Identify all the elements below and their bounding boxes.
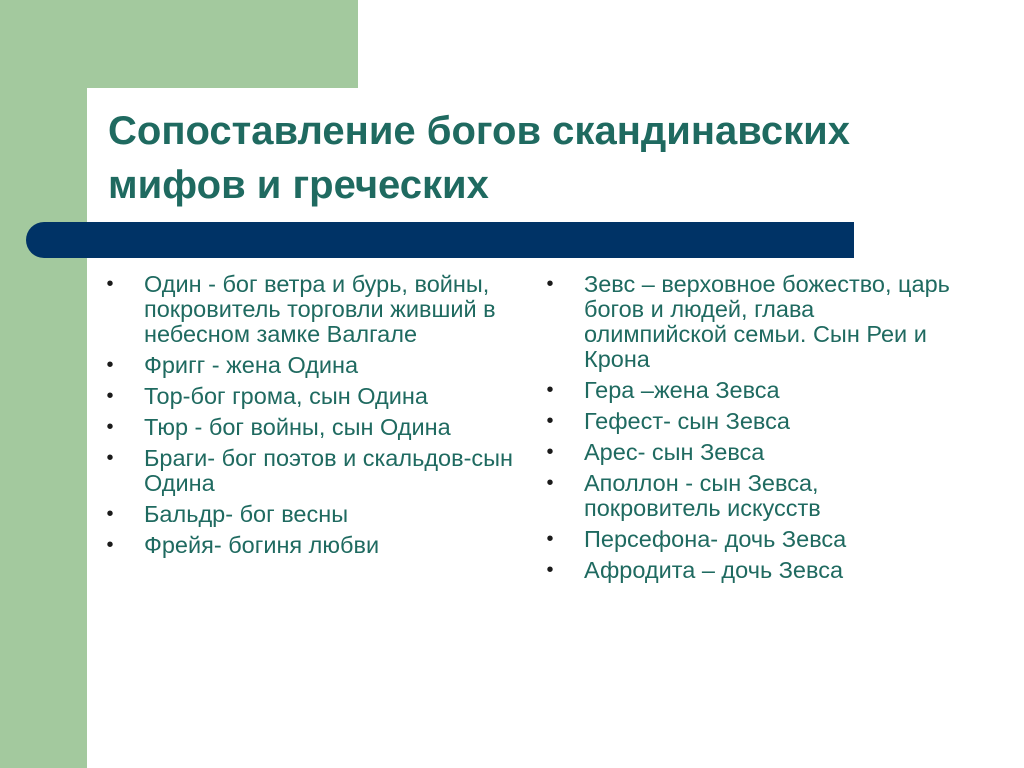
list-item-text: Браги- бог поэтов и скальдов-сын Одина [144, 445, 514, 496]
list-item [100, 384, 520, 409]
bullet-icon: • [106, 503, 114, 525]
list-item-text: Тор-бог грома, сын Одина [144, 383, 428, 409]
divider-bar [26, 222, 854, 258]
bullet-icon: • [546, 559, 554, 581]
list-item-text: Один - бог ветра и бурь, войны, покровитель торговли живший в небесном замке Валгале [144, 271, 496, 347]
list-item [540, 440, 960, 465]
bullet-icon: • [106, 385, 114, 407]
list-item-text: Афродита – дочь Зевса [584, 557, 844, 583]
norse-gods-list [100, 272, 520, 564]
list-item [100, 272, 520, 347]
bullet-icon: • [546, 410, 554, 432]
list-item [100, 533, 520, 558]
title-line-1: Сопоставление богов скандинавских [108, 109, 850, 153]
list-item-text: Аполлон - сын Зевса, покровитель искусств [584, 470, 821, 521]
bullet-icon: • [106, 534, 114, 556]
bullet-icon: • [106, 416, 114, 438]
bullet-icon: • [546, 472, 554, 494]
list-item-text: Арес- сын Зевса [584, 439, 765, 465]
list-item-text: Бальдр- бог весны [144, 501, 349, 527]
slide-title [108, 104, 988, 212]
list-item-text: Гера –жена Зевса [584, 377, 780, 403]
bullet-icon: • [546, 528, 554, 550]
list-item-text: Персефона- дочь Зевса [584, 526, 847, 552]
list-item-text: Фрейя- богиня любви [144, 532, 380, 558]
list-item [540, 378, 960, 403]
list-item [540, 272, 960, 372]
list-item [540, 409, 960, 434]
list-item [100, 353, 520, 378]
bullet-icon: • [546, 273, 554, 295]
list-item-text: Фригг - жена Одина [144, 352, 359, 378]
list-item-text: Гефест- сын Зевса [584, 408, 790, 434]
bullet-icon: • [106, 354, 114, 376]
green-accent-left [0, 0, 87, 768]
list-item [540, 471, 960, 521]
list-item [540, 527, 960, 552]
list-item [100, 502, 520, 527]
list-item-text: Тюр - бог войны, сын Одина [144, 414, 451, 440]
bullet-icon: • [106, 447, 114, 469]
title-line-2: мифов и греческих [108, 163, 489, 207]
greek-gods-list [540, 272, 960, 589]
bullet-icon: • [106, 273, 114, 295]
list-item-text: Зевс – верховное божество, царь богов и людей, глава олимпийской семьи. Сын Реи и Крона [584, 271, 950, 372]
list-item [540, 558, 960, 583]
bullet-icon: • [546, 441, 554, 463]
list-item [100, 415, 520, 440]
list-item [100, 446, 520, 496]
bullet-icon: • [546, 379, 554, 401]
